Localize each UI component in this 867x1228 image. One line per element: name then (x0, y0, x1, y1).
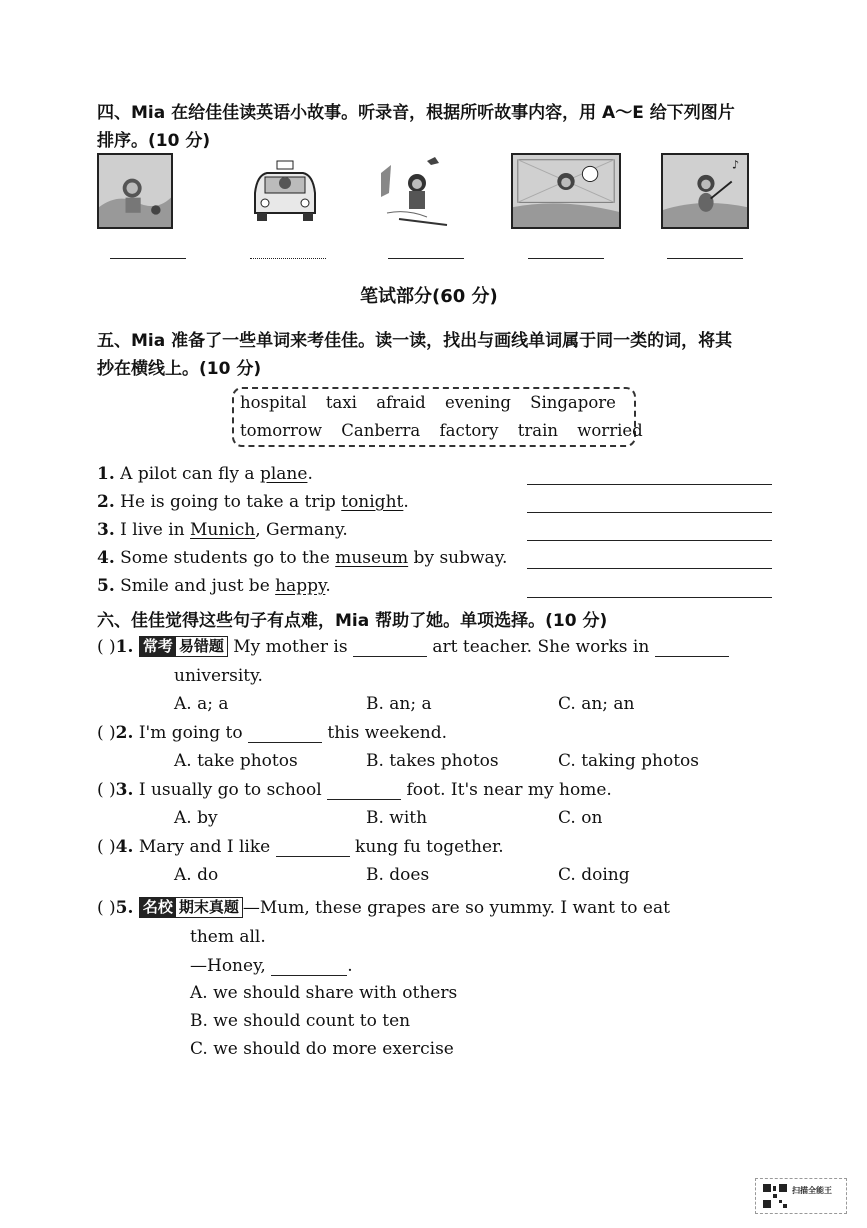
answer-line-1[interactable] (527, 484, 772, 485)
q3-option-a[interactable]: A. by (174, 808, 218, 828)
fill-blank[interactable] (655, 636, 729, 657)
underlined-word: museum (335, 548, 409, 568)
item-number: 4. (97, 548, 115, 568)
word-item: worried (577, 421, 643, 440)
picture-answer-line-3[interactable] (388, 258, 464, 259)
q3-option-b[interactable]: B. with (366, 808, 428, 828)
answer-paren[interactable]: ( ) (97, 723, 116, 743)
section5-title-line1: 五、Mia 准备了一些单词来考佳佳。读一读，找出与画线单词属于同一类的词，将其 (97, 331, 733, 351)
section4-title-line2: 排序。(10 分) (97, 131, 211, 151)
q1-option-c[interactable]: C. an; an (558, 694, 635, 714)
picture-answer-line-1[interactable] (110, 258, 186, 259)
story-picture-monkey-guitar (661, 153, 749, 229)
answer-line-4[interactable] (527, 568, 772, 569)
word-item: taxi (325, 393, 357, 412)
underlined-word: plane (259, 464, 308, 484)
q3-option-c[interactable]: C. on (558, 808, 603, 828)
section4-title-line1: 四、Mia 在给佳佳读英语小故事。听录音，根据所听故事内容，用 A～E 给下列图片 (97, 103, 735, 123)
word-item: evening (444, 393, 511, 412)
q4-option-b[interactable]: B. does (366, 865, 430, 885)
section5-title-line2: 抄在横线上。(10 分) (97, 359, 262, 379)
section5-item-2: 2. He is going to take a trip tonight. (97, 492, 409, 512)
picture-answer-line-4[interactable] (528, 258, 604, 259)
q4-option-c[interactable]: C. doing (558, 865, 630, 885)
picture-answer-line-2[interactable] (250, 258, 326, 259)
question-2: ( )2. I'm going to this weekend. (97, 723, 448, 743)
q5-option-b[interactable]: B. we should count to ten (190, 1011, 411, 1031)
fill-blank[interactable] (327, 779, 401, 800)
question-5: ( )5. 名校 期末真题 —Mum, these grapes are so yummy. I want to eat (97, 898, 670, 918)
word-box-row1 (240, 393, 616, 412)
item-number: 2. (97, 492, 115, 512)
section5-item-1: 1. A pilot can fly a plane. (97, 464, 313, 484)
word-item: train (517, 421, 558, 440)
underlined-word: happy (275, 576, 326, 596)
section5-item-4: 4. Some students go to the museum by subway. (97, 548, 508, 568)
word-item: tomorrow (240, 421, 322, 440)
underlined-word: tonight (341, 492, 404, 512)
tag-frequent-mistake: 常考 易错题 (139, 636, 228, 657)
word-item: hospital (240, 393, 307, 412)
written-part-title: 笔试部分(60 分) (360, 286, 498, 307)
question-1-continued: university. (174, 666, 263, 686)
answer-paren[interactable]: ( ) (97, 898, 116, 918)
question-5-reply: —Honey, . (190, 956, 353, 976)
word-item: Canberra (341, 421, 421, 440)
fill-blank[interactable] (353, 636, 427, 657)
picture-answer-line-5[interactable] (667, 258, 743, 259)
question-5-continued: them all. (190, 927, 266, 947)
answer-line-2[interactable] (527, 512, 772, 513)
scanner-watermark (755, 1178, 847, 1214)
q5-option-a[interactable]: A. we should share with others (190, 983, 458, 1003)
fill-blank[interactable] (276, 836, 350, 857)
q2-option-b[interactable]: B. takes photos (366, 751, 499, 771)
word-item: Singapore (530, 393, 616, 412)
answer-line-3[interactable] (527, 540, 772, 541)
item-number: 1. (97, 464, 115, 484)
answer-line-5[interactable] (527, 597, 772, 598)
svg-text:♪: ♪ (731, 157, 740, 172)
section5-item-3: 3. I live in Munich, Germany. (97, 520, 348, 540)
q1-option-b[interactable]: B. an; a (366, 694, 432, 714)
section6-title: 六、佳佳觉得这些句子有点难，Mia 帮助了她。单项选择。(10 分) (97, 611, 608, 631)
fill-blank[interactable] (271, 955, 347, 976)
story-picture-monkey-sitting (97, 153, 173, 229)
watermark-text: 扫描全能王 (792, 1186, 832, 1195)
answer-paren[interactable]: ( ) (97, 780, 116, 800)
question-3: ( )3. I usually go to school foot. It's near my home. (97, 780, 612, 800)
question-1: ( )1. 常考 易错题 My mother is art teacher. She works in (97, 636, 729, 657)
answer-paren[interactable]: ( ) (97, 637, 116, 657)
word-item: factory (439, 421, 499, 440)
item-number: 3. (97, 520, 115, 540)
q2-option-a[interactable]: A. take photos (174, 751, 298, 771)
word-box-row2 (240, 421, 643, 440)
item-number: 5. (97, 576, 115, 596)
answer-paren[interactable]: ( ) (97, 837, 116, 857)
tag-top-school-final-exam: 名校 期末真题 (139, 897, 243, 918)
word-box (232, 387, 643, 447)
q1-option-a[interactable]: A. a; a (174, 694, 229, 714)
section5-item-5: 5. Smile and just be happy. (97, 576, 331, 596)
qr-code-icon (762, 1183, 788, 1209)
q4-option-a[interactable]: A. do (174, 865, 219, 885)
q5-option-c[interactable]: C. we should do more exercise (190, 1039, 454, 1059)
story-picture-monkey-walking (377, 153, 453, 229)
story-picture-monkey-taxi (247, 153, 323, 229)
q2-option-c[interactable]: C. taking photos (558, 751, 700, 771)
question-4: ( )4. Mary and I like kung fu together. (97, 837, 504, 857)
fill-blank[interactable] (248, 722, 322, 743)
underlined-word: Munich (190, 520, 256, 540)
story-picture-monkey-net (511, 153, 621, 229)
word-item: afraid (376, 393, 426, 412)
